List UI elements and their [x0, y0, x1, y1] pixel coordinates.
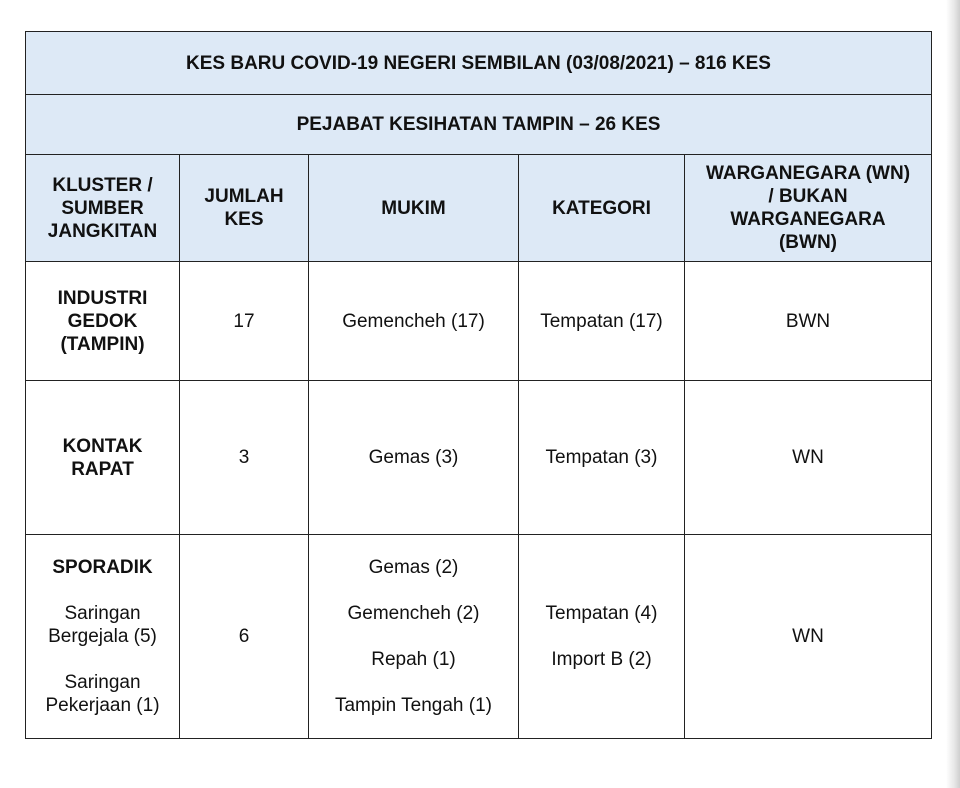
cell-warganegara: WN — [685, 381, 932, 535]
header-warganegara: WARGANEGARA (WN) / BUKAN WARGANEGARA (BWN) — [685, 155, 932, 262]
cell-kluster: KONTAK RAPAT — [26, 381, 180, 535]
cell-kluster: SPORADIK Saringan Bergejala (5) Saringan Pekerjaan (1) — [26, 535, 180, 739]
table-title: KES BARU COVID-19 NEGERI SEMBILAN (03/08/2021) – 816 KES — [26, 32, 932, 95]
table-row — [26, 381, 932, 535]
cell-kategori: Tempatan (4) Import B (2) — [519, 535, 685, 739]
header-kluster: KLUSTER / SUMBER JANGKITAN — [26, 155, 180, 262]
table-row — [26, 262, 932, 381]
cell-warganegara: WN — [685, 535, 932, 739]
cell-mukim: Gemas (2) Gemencheh (2) Repah (1) Tampin Tengah (1) — [309, 535, 519, 739]
cell-mukim: Gemencheh (17) — [309, 262, 519, 381]
cell-kluster: INDUSTRI GEDOK (TAMPIN) — [26, 262, 180, 381]
table-subtitle: PEJABAT KESIHATAN TAMPIN – 26 KES — [26, 95, 932, 155]
cell-warganegara: BWN — [685, 262, 932, 381]
header-jumlah: JUMLAH KES — [180, 155, 309, 262]
cell-jumlah: 3 — [180, 381, 309, 535]
header-row — [26, 155, 932, 262]
cell-jumlah: 6 — [180, 535, 309, 739]
header-mukim: MUKIM — [309, 155, 519, 262]
cell-kategori: Tempatan (17) — [519, 262, 685, 381]
covid-cases-table — [25, 31, 932, 739]
cell-kategori: Tempatan (3) — [519, 381, 685, 535]
cell-jumlah: 17 — [180, 262, 309, 381]
cell-mukim: Gemas (3) — [309, 381, 519, 535]
table-row — [26, 535, 932, 739]
page-edge-shadow — [946, 0, 960, 788]
header-kategori: KATEGORI — [519, 155, 685, 262]
